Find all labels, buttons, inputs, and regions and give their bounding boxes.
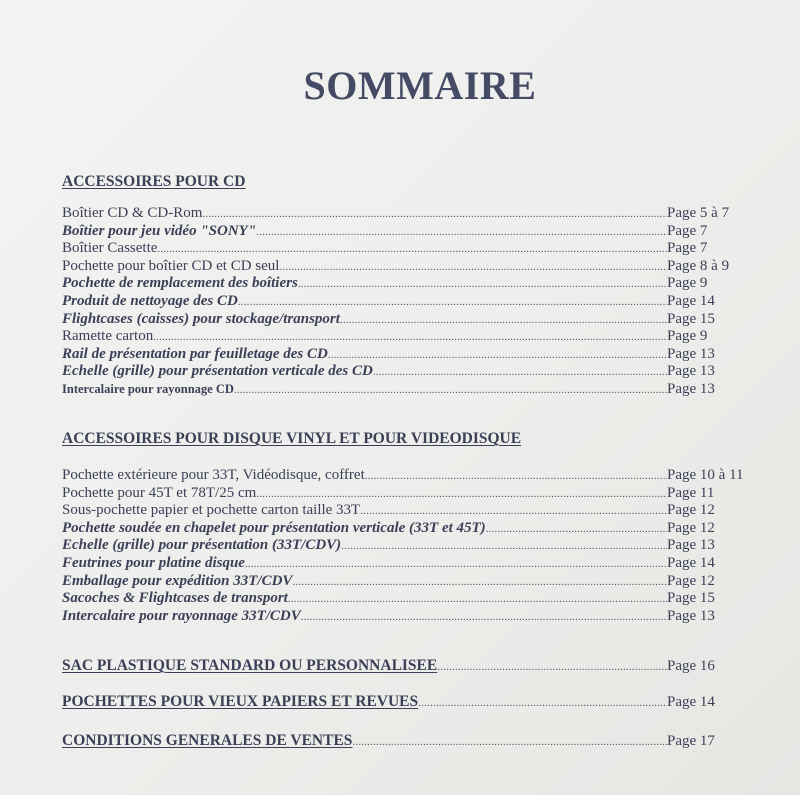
entry-page: Page 17 bbox=[667, 733, 715, 750]
page-title: SOMMAIRE bbox=[303, 63, 537, 108]
dot-leader bbox=[373, 364, 667, 382]
toc-entry[interactable] bbox=[62, 205, 762, 223]
entry-label: Pochette de remplacement des boîtiers bbox=[62, 275, 298, 292]
entry-page: Page 9 bbox=[667, 328, 708, 345]
dot-leader bbox=[360, 503, 667, 521]
toc-entry[interactable] bbox=[62, 293, 762, 311]
dot-leader bbox=[288, 591, 667, 609]
entry-page: Page 14 bbox=[667, 292, 715, 309]
toc-entry[interactable] bbox=[62, 693, 762, 711]
entry-label: Emballage pour expédition 33T/CDV bbox=[62, 572, 293, 589]
entry-label-group bbox=[62, 555, 667, 574]
entry-label: Rail de présentation par feuilletage des CD bbox=[62, 345, 328, 362]
entry-label-group bbox=[62, 657, 667, 677]
entry-page: Page 8 à 9 bbox=[667, 257, 730, 274]
entry-page: Page 5 à 7 bbox=[667, 205, 730, 221]
entry-label-group bbox=[62, 608, 667, 627]
dot-leader bbox=[279, 259, 667, 277]
dot-leader bbox=[256, 486, 667, 504]
entry-label: Boîtier pour jeu vidéo "SONY" bbox=[62, 222, 257, 239]
dot-leader bbox=[352, 734, 667, 752]
toc-list-vinyl bbox=[62, 467, 762, 625]
entry-page: Page 16 bbox=[667, 658, 715, 674]
entry-label-group bbox=[62, 485, 667, 504]
dot-leader bbox=[341, 538, 667, 556]
toc-entry[interactable] bbox=[62, 311, 762, 329]
entry-label-group bbox=[62, 537, 667, 556]
dot-leader bbox=[301, 609, 667, 627]
entry-page: Page 12 bbox=[667, 519, 715, 536]
dot-leader bbox=[245, 556, 667, 574]
entry-label-group bbox=[62, 732, 667, 752]
toc-entry[interactable] bbox=[62, 381, 762, 399]
dot-leader bbox=[365, 468, 667, 486]
toc-entry[interactable] bbox=[62, 363, 762, 381]
toc-entry[interactable] bbox=[62, 485, 762, 503]
entry-label: Flightcases (caisses) pour stockage/transport bbox=[62, 310, 340, 327]
entry-label-group bbox=[62, 381, 667, 400]
toc-entry[interactable] bbox=[62, 275, 762, 293]
dot-leader bbox=[340, 312, 667, 330]
toc-entry[interactable] bbox=[62, 520, 762, 538]
toc-list-cd bbox=[62, 205, 762, 399]
entry-page: Page 13 bbox=[667, 380, 715, 397]
entry-label-group bbox=[62, 502, 667, 521]
entry-label: Boîtier Cassette bbox=[62, 240, 158, 257]
entry-page: Page 10 à 11 bbox=[667, 467, 744, 483]
entry-label: Sacoches & Flightcases de transport bbox=[62, 590, 288, 607]
toc-entry[interactable] bbox=[62, 240, 762, 258]
dot-leader bbox=[256, 224, 667, 242]
entry-label: Sous-pochette papier et pochette carton taille 33T bbox=[62, 502, 361, 519]
toc-entry[interactable] bbox=[62, 346, 762, 364]
dot-leader bbox=[292, 574, 667, 592]
dot-leader bbox=[238, 294, 667, 312]
entry-label-group bbox=[62, 363, 667, 382]
section-heading-cd: ACCESSOIRES POUR CD bbox=[62, 173, 246, 190]
toc-entry[interactable] bbox=[62, 502, 762, 520]
dot-leader bbox=[202, 206, 667, 224]
entry-page: Page 7 bbox=[667, 240, 708, 257]
entry-label: Echelle (grille) pour présentation (33T/CDV) bbox=[62, 537, 342, 554]
toc-entry[interactable] bbox=[62, 590, 762, 608]
entry-label: Intercalaire pour rayonnage CD bbox=[62, 381, 234, 396]
toc-entry[interactable] bbox=[62, 555, 762, 573]
toc-entry[interactable] bbox=[62, 467, 762, 485]
entry-page: Page 13 bbox=[667, 363, 715, 380]
dot-leader bbox=[418, 695, 667, 713]
entry-page: Page 13 bbox=[667, 537, 715, 554]
entry-label-group bbox=[62, 311, 667, 330]
dot-leader bbox=[486, 521, 667, 539]
entry-page: Page 15 bbox=[667, 590, 715, 607]
entry-page: Page 13 bbox=[667, 607, 715, 624]
section-heading-vinyl: ACCESSOIRES POUR DISQUE VINYL ET POUR VIDEODISQUE bbox=[62, 430, 522, 447]
dot-leader bbox=[437, 659, 667, 677]
entry-label-group bbox=[62, 590, 667, 609]
entry-label: Pochette soudée en chapelet pour présentation verticale (33T et 45T) bbox=[62, 519, 486, 536]
entry-label-group bbox=[62, 293, 667, 312]
dot-leader bbox=[153, 329, 667, 347]
entry-page: Page 7 bbox=[667, 222, 708, 239]
entry-page: Page 14 bbox=[667, 554, 715, 571]
entry-label: Produit de nettoyage des CD bbox=[62, 292, 238, 309]
dot-leader bbox=[234, 382, 667, 400]
entry-label: Feutrines pour platine disque bbox=[62, 554, 245, 571]
toc-entry[interactable] bbox=[62, 608, 762, 626]
dot-leader bbox=[298, 276, 667, 294]
entry-page: Page 12 bbox=[667, 502, 715, 519]
entry-label: Pochette pour 45T et 78T/25 cm bbox=[62, 484, 257, 501]
entry-label-group bbox=[62, 467, 667, 486]
toc-entry[interactable] bbox=[62, 573, 762, 591]
dot-leader bbox=[157, 241, 667, 259]
entry-page: Page 15 bbox=[667, 310, 715, 327]
toc-entry[interactable] bbox=[62, 223, 762, 241]
entry-label: Boîtier CD & CD-Rom bbox=[62, 205, 203, 221]
entry-label: Pochette extérieure pour 33T, Vidéodisque, coffret bbox=[62, 467, 365, 483]
entry-label-group bbox=[62, 520, 667, 539]
entry-label-group bbox=[62, 258, 667, 277]
entry-label-group bbox=[62, 240, 667, 259]
entry-label-group bbox=[62, 205, 667, 224]
entry-page: Page 14 bbox=[667, 693, 715, 710]
toc-entry[interactable] bbox=[62, 328, 762, 346]
entry-page: Page 13 bbox=[667, 345, 715, 362]
entry-label: Intercalaire pour rayonnage 33T/CDV bbox=[62, 607, 301, 624]
toc-entry[interactable] bbox=[62, 258, 762, 276]
entry-label-group bbox=[62, 223, 667, 242]
entry-label: Ramette carton bbox=[62, 328, 154, 345]
toc-entry[interactable] bbox=[62, 732, 762, 750]
entry-label: Pochette pour boîtier CD et CD seul bbox=[62, 257, 280, 274]
entry-label: Echelle (grille) pour présentation verticale des CD bbox=[62, 363, 373, 380]
entry-label: CONDITIONS GENERALES DE VENTES bbox=[62, 732, 353, 750]
toc-entry[interactable] bbox=[62, 657, 762, 675]
entry-page: Page 12 bbox=[667, 572, 715, 589]
entry-label-group bbox=[62, 693, 667, 713]
entry-label-group bbox=[62, 275, 667, 294]
toc-list-standalone bbox=[62, 657, 762, 750]
dot-leader bbox=[328, 347, 667, 365]
entry-label: POCHETTES POUR VIEUX PAPIERS ET REVUES bbox=[62, 692, 419, 710]
entry-label-group bbox=[62, 346, 667, 365]
entry-page: Page 9 bbox=[667, 275, 708, 292]
entry-label: SAC PLASTIQUE STANDARD OU PERSONNALISEE bbox=[62, 657, 438, 674]
toc-entry[interactable] bbox=[62, 537, 762, 555]
entry-label-group bbox=[62, 328, 667, 347]
entry-page: Page 11 bbox=[667, 484, 715, 501]
entry-label-group bbox=[62, 573, 667, 592]
